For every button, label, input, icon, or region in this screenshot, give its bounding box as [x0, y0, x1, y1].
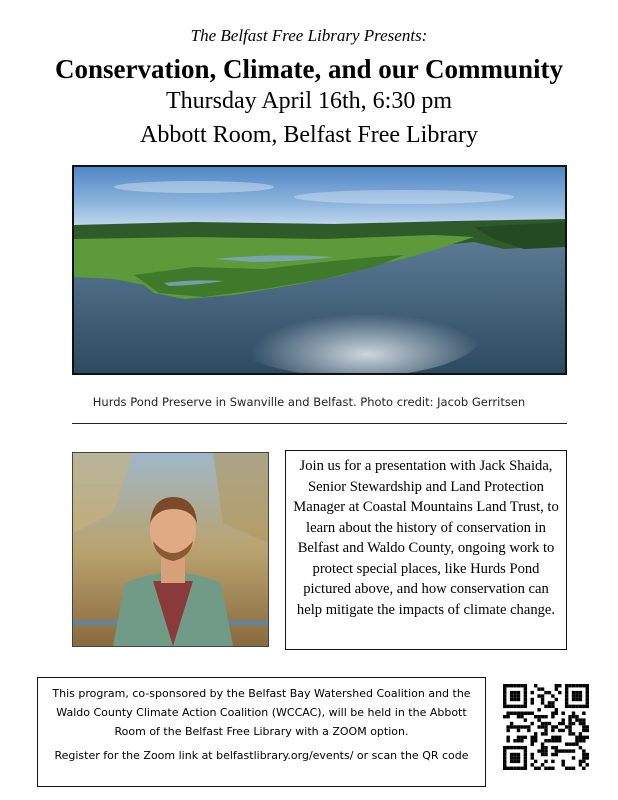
bio-box	[285, 450, 567, 650]
presenter-line: The Belfast Free Library Presents:	[190, 26, 428, 45]
event-date-time: Thursday April 16th, 6:30 pm	[166, 88, 452, 114]
event-title: Conservation, Climate, and our Community	[54, 54, 564, 84]
landscape-photo	[72, 165, 567, 375]
program-details: This program, co-sponsored by the Belfast Bay Watershed Coalition and the Waldo County Climate Action Coalition (WCCAC), will be held in the Abbott Room of the Belfast Free Library with a ZOOM option.	[52, 687, 471, 738]
divider	[72, 423, 567, 424]
bio-text: Join us for a presentation with Jack Shaida, Senior Stewardship and Land Protection Manager at Coastal Mountains Land Trust, to learn about the history of conservation in Belfast and Waldo County, ongoing work to protect special places, like Hurds Pond pictured above, and how conservation can help mitigate the impacts of climate change.	[293, 458, 559, 618]
register-info: Register for the Zoom link at belfastlibrary.org/events/ or scan the QR code	[54, 749, 469, 762]
speaker-portrait	[72, 452, 269, 647]
program-info-box	[37, 677, 486, 787]
photo-caption: Hurds Pond Preserve in Swanville and Belfast. Photo credit: Jacob Gerritsen	[92, 395, 526, 409]
qr-code[interactable]	[503, 684, 589, 770]
event-location: Abbott Room, Belfast Free Library	[140, 122, 478, 148]
